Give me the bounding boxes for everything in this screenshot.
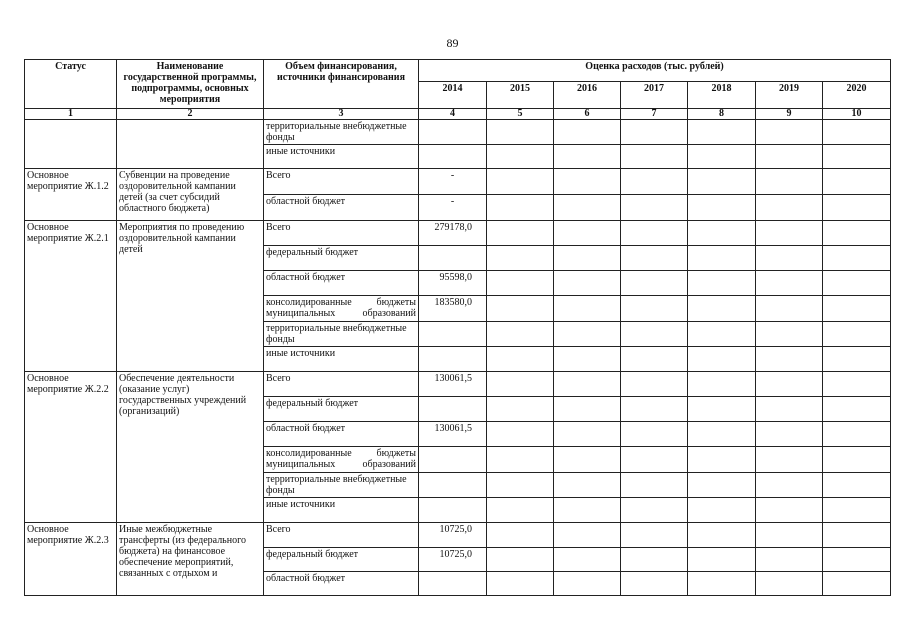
header-name: Наименование государственной программы, подпрограммы, основных мероприятия [117, 60, 264, 109]
value-2014: 183580,0 [419, 296, 487, 322]
header-year: 2016 [554, 82, 621, 109]
source-other: иные источники [264, 498, 419, 523]
source-other: иные источники [264, 145, 419, 169]
source-federal: федеральный бюджет [264, 548, 419, 572]
column-index: 8 [688, 109, 756, 120]
name-cell: Субвенции на проведение оздоровительной кампании детей (за счет субсидий областного бюджета) [117, 169, 264, 221]
value-2014: 10725,0 [419, 548, 487, 572]
name-cell: Иные межбюджетные трансферты (из федерального бюджета) на финансовое обеспечение мероприятий, связанных с отдыхом и [117, 523, 264, 596]
column-index: 2 [117, 109, 264, 120]
header-status: Статус [25, 60, 117, 109]
status-cell: Основное мероприятие Ж.2.1 [25, 221, 117, 372]
page-number: 89 [446, 36, 459, 50]
column-index: 4 [419, 109, 487, 120]
column-index: 1 [25, 109, 117, 120]
source-territorial: территориальные внебюджетные фонды [264, 473, 419, 498]
header-financing: Объем финансирования, источники финансирования [264, 60, 419, 109]
value-2014: 130061,5 [419, 422, 487, 447]
name-cell [117, 120, 264, 169]
source-federal: федеральный бюджет [264, 246, 419, 271]
expenditure-table [24, 59, 891, 596]
source-territorial: территориальные внебюджетные фонды [264, 322, 419, 347]
header-estimate: Оценка расходов (тыс. рублей) [419, 60, 891, 82]
header-year: 2017 [621, 82, 688, 109]
source-total: Всего [264, 169, 419, 195]
status-cell [25, 120, 117, 169]
source-regional: областной бюджет [264, 271, 419, 296]
name-cell: Обеспечение деятельности (оказание услуг) государственных учреждений (организаций) [117, 372, 264, 523]
column-index: 3 [264, 109, 419, 120]
status-cell: Основное мероприятие Ж.2.3 [25, 523, 117, 596]
column-index: 6 [554, 109, 621, 120]
value-2014: 95598,0 [419, 271, 487, 296]
name-cell: Мероприятия по проведению оздоровительной кампании детей [117, 221, 264, 372]
value-2014: - [419, 169, 487, 195]
column-index: 9 [756, 109, 823, 120]
header-year: 2020 [823, 82, 891, 109]
header-year: 2019 [756, 82, 823, 109]
source-total: Всего [264, 221, 419, 246]
column-index: 5 [487, 109, 554, 120]
value-2014: - [419, 195, 487, 221]
source-regional: областной бюджет [264, 422, 419, 447]
header-year: 2015 [487, 82, 554, 109]
value-2014: 130061,5 [419, 372, 487, 397]
status-cell: Основное мероприятие Ж.1.2 [25, 169, 117, 221]
value-2014: 279178,0 [419, 221, 487, 246]
source-territorial: территориальные внебюджетные фонды [264, 120, 419, 145]
source-municipal: консолидированные бюджеты муниципальных образований [264, 296, 419, 322]
source-federal: федеральный бюджет [264, 397, 419, 422]
source-other: иные источники [264, 347, 419, 372]
source-total: Всего [264, 372, 419, 397]
source-total: Всего [264, 523, 419, 548]
value-2014: 10725,0 [419, 523, 487, 548]
source-regional: областной бюджет [264, 195, 419, 221]
header-year: 2018 [688, 82, 756, 109]
status-cell: Основное мероприятие Ж.2.2 [25, 372, 117, 523]
column-index: 7 [621, 109, 688, 120]
source-regional: областной бюджет [264, 572, 419, 596]
header-year: 2014 [419, 82, 487, 109]
source-municipal: консолидированные бюджеты муниципальных образований [264, 447, 419, 473]
column-index: 10 [823, 109, 891, 120]
